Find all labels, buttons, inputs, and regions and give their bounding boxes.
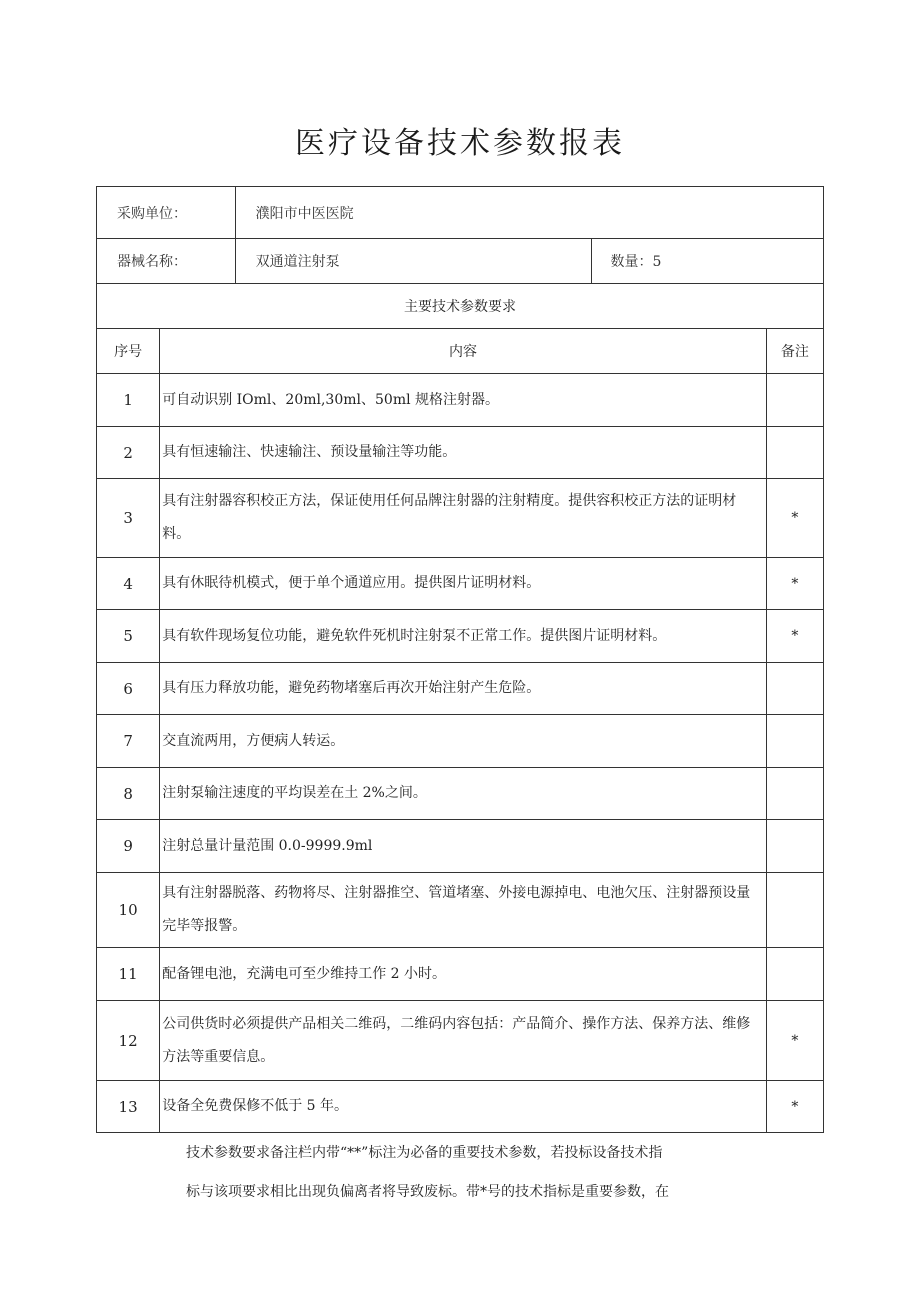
table-row [97,427,824,479]
table-row [97,820,824,873]
device-value: 双通道注射泵 [235,239,592,284]
row-number: 5 [97,610,160,663]
row-number: 1 [97,374,160,427]
row-number: 7 [97,715,160,768]
row-number: 3 [97,479,160,558]
row-number: 8 [97,768,160,820]
table-row [97,1081,824,1133]
row-note [766,715,823,768]
footer-note-line-2: 标与该项要求相比出现负偏离者将导致废标。带*号的技术指标是重要参数，在 [186,1184,669,1200]
row-number: 2 [97,427,160,479]
section-title-row [97,284,824,329]
table-row [97,948,824,1001]
row-note [766,820,823,873]
row-content: 具有软件现场复位功能，避免软件死机时注射泵不正常工作。提供图片证明材料。 [160,610,767,663]
row-note [766,768,823,820]
row-note [766,663,823,715]
table-row [97,1001,824,1081]
table-row [97,479,824,558]
table-row [97,558,824,610]
row-content: 具有注射器脱落、药物将尽、注射器推空、管道堵塞、外接电源掉电、电池欠压、注射器预设量完毕等报警。 [160,873,767,948]
header-content: 内容 [160,329,767,374]
row-content: 具有压力释放功能，避免药物堵塞后再次开始注射产生危险。 [160,663,767,715]
page-title: 医疗设备技术参数报表 [295,126,625,161]
row-note [766,427,823,479]
row-content: 配备锂电池，充满电可至少维持工作 2 小时。 [160,948,767,1001]
purchase-unit-row [97,187,824,239]
row-number: 4 [97,558,160,610]
row-content: 交直流两用，方便病人转运。 [160,715,767,768]
unit-value: 濮阳市中医医院 [235,187,823,239]
row-number: 9 [97,820,160,873]
row-number: 12 [97,1001,160,1081]
row-number: 6 [97,663,160,715]
row-note [766,948,823,1001]
row-number: 10 [97,873,160,948]
row-note [766,374,823,427]
row-note: * [766,1001,823,1081]
table-row [97,873,824,948]
section-title: 主要技术参数要求 [97,284,824,329]
table-row [97,715,824,768]
footer-note-line-1: 技术参数要求备注栏内带“**”标注为必备的重要技术参数，若投标设备技术指 [186,1145,663,1161]
unit-label: 采购单位： [97,187,236,239]
row-note: * [766,479,823,558]
row-note: * [766,610,823,663]
row-content: 公司供货时必须提供产品相关二维码，二维码内容包括：产品简介、操作方法、保养方法、维修方法等重要信息。 [160,1001,767,1081]
header-no: 序号 [97,329,160,374]
row-content: 注射总量计量范围 0.0-9999.9ml [160,820,767,873]
device-name-row [97,239,824,284]
row-content: 注射泵输注速度的平均误差在土 2%之间。 [160,768,767,820]
spec-table [96,186,824,1133]
row-content: 可自动识别 IOml、20ml,30ml、50ml 规格注射器。 [160,374,767,427]
header-note: 备注 [766,329,823,374]
row-note: * [766,558,823,610]
row-content: 具有休眠待机模式，便于单个通道应用。提供图片证明材料。 [160,558,767,610]
device-label: 器械名称： [97,239,236,284]
table-row [97,663,824,715]
row-number: 13 [97,1081,160,1133]
table-row [97,768,824,820]
row-note [766,873,823,948]
table-row [97,610,824,663]
table-header-row [97,329,824,374]
row-content: 具有注射器容积校正方法，保证使用任何品牌注射器的注射精度。提供容积校正方法的证明材料。 [160,479,767,558]
quantity-value: 数量：5 [592,239,824,284]
row-content: 具有恒速输注、快速输注、预设量输注等功能。 [160,427,767,479]
row-content: 设备全免费保修不低于 5 年。 [160,1081,767,1133]
table-row [97,374,824,427]
row-note: * [766,1081,823,1133]
row-number: 11 [97,948,160,1001]
